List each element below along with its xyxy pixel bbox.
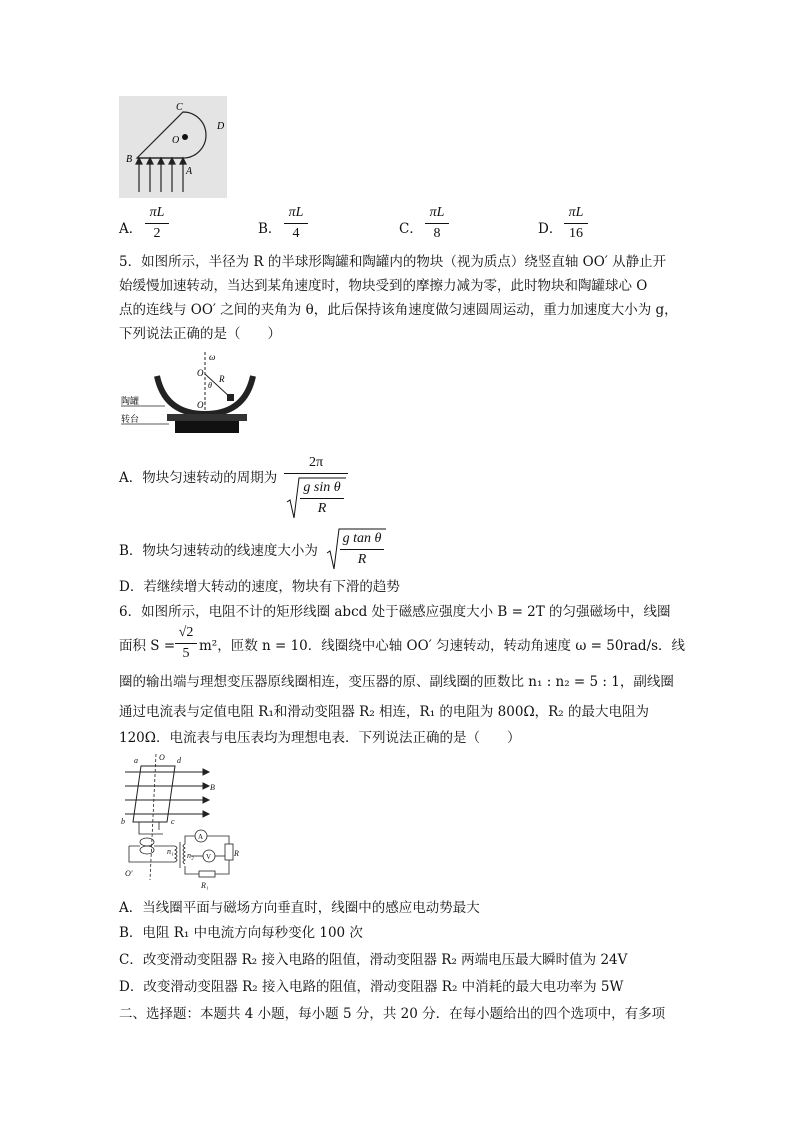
q6-line-4: 通过电流表与定值电阻 R₁和滑动变阻器 R₂ 相连，R₁ 的电阻为 800Ω，R₂ 的最大电阻为 (119, 704, 650, 720)
q5-label-oprime: O′ (197, 400, 206, 410)
q6-label-o: O (159, 753, 165, 762)
q4-label-d: D (217, 121, 225, 132)
q5-label-o: O (197, 368, 204, 378)
section-2-heading: 二、选择题：本题共 4 小题，每小题 5 分，共 20 分．在每小题给出的四个选项中，有多项 (119, 1006, 666, 1022)
q5-option-a-inner-den: R (317, 501, 327, 516)
q5-option-b-inner-den: R (357, 552, 367, 567)
q6-label-oprime: O′ (125, 869, 133, 878)
q6-line-2 (119, 624, 686, 668)
q4-option-d-fraction: πL 16 (564, 204, 588, 243)
q5-label-table: 转台 (121, 415, 140, 425)
q5-label-pot: 陶罐 (121, 397, 140, 407)
q4-diagram (119, 96, 227, 198)
q5-option-b-sqrt (326, 527, 386, 571)
q4-options (119, 204, 719, 248)
q6-label-c: c (171, 817, 175, 826)
q4-option-a-letter: A． (119, 221, 143, 237)
q5-line-1: 5．如图所示，半径为 R 的半球形陶罐和陶罐内的物块（视为质点）绕竖直轴 OO′ 从静止开 (119, 254, 667, 270)
q5-option-a-inner-num: g sin θ (303, 480, 341, 495)
q6-option-a: A．当线圈平面与磁场方向垂直时，线圈中的感应电动势最大 (119, 900, 480, 916)
q4-option-c-letter: C． (399, 221, 423, 237)
q6-label-b: b (121, 817, 125, 826)
q5-line-3: 点的连线与 OO′ 之间的夹角为 θ，此后保持该角速度做匀速圆周运动，重力加速度大小为 g， (119, 302, 678, 318)
q6-line-2-pre: 面积 S = (119, 638, 176, 654)
q5-option-b-text: B．物块匀速转动的线速度大小为 (119, 543, 318, 559)
q5-option-a-num: 2π (308, 455, 324, 470)
q4-label-a: A (186, 166, 193, 177)
q6-figure (119, 752, 244, 892)
q6-label-voltmeter: V (206, 853, 212, 861)
q5-option-b-inner-num: g tan θ (342, 531, 382, 546)
q4-option-b-letter: B． (258, 221, 282, 237)
q5-line-2: 始缓慢加速转动，当达到某角速度时，物块受到的摩擦力减为零，此时物块和陶罐球心 O (119, 278, 648, 294)
q4-option-d-letter: D． (538, 221, 563, 237)
q6-label-a: a (134, 756, 138, 765)
q5-option-a-sqrt (286, 476, 346, 520)
q4-label-o: O (172, 135, 180, 146)
q6-line-3: 圈的输出端与理想变压器原线圈相连，变压器的原、副线圈的匝数比 n₁ : n₂ = 5 : 1，副线圈 (119, 674, 674, 690)
q6-line-5: 120Ω．电流表与电压表均为理想电表．下列说法正确的是（ ） (119, 730, 521, 746)
q5-label-r: R (219, 374, 225, 384)
q5-option-a-formula (284, 454, 348, 524)
q6-label-d: d (177, 756, 181, 765)
q6-line-2-post: m²，匝数 n = 10．线圈绕中心轴 OO′ 匀速转动，转动角速度 ω = 50rad/s．线 (199, 638, 686, 654)
q6-option-d: D．改变滑动变阻器 R₂ 接入电路的阻值，滑动变阻器 R₂ 中消耗的最大电功率为 5W (119, 979, 624, 995)
q6-label-r: R (234, 849, 239, 858)
q6-line-1: 6．如图所示，电阻不计的矩形线圈 abcd 处于磁感应强度大小 B = 2T 的匀强磁场中，线圈 (119, 604, 671, 620)
q5-line-4: 下列说法正确的是（ ） (119, 326, 281, 342)
q4-figure (119, 96, 227, 198)
q6-option-b: B．电阻 R₁ 中电流方向每秒变化 100 次 (119, 925, 363, 941)
q5-diagram (119, 348, 269, 438)
q5-label-theta: θ (208, 381, 212, 390)
q4-option-c-fraction: πL 8 (425, 204, 449, 243)
q6-label-b-field: B (210, 783, 215, 792)
q5-figure (119, 348, 269, 438)
q4-option-a-fraction: πL 2 (145, 204, 169, 243)
q5-label-omega: ω (209, 352, 216, 362)
q4-label-b: B (126, 154, 133, 165)
q6-label-r1: R₁ (201, 881, 209, 890)
q6-label-n1: n₁ (167, 847, 174, 856)
q6-label-n2: n₂ (187, 851, 194, 860)
q6-diagram (119, 752, 244, 892)
q6-option-c: C．改变滑动变阻器 R₂ 接入电路的阻值，滑动变阻器 R₂ 两端电压最大瞬时值为 24V (119, 952, 628, 968)
q4-label-c: C (176, 102, 183, 113)
q5-option-a-text: A．物块匀速转动的周期为 (119, 470, 278, 486)
q6-label-ammeter: A (198, 833, 204, 841)
q5-option-d: D．若继续增大转动的速度，物块有下滑的趋势 (119, 579, 400, 595)
q6-area-fraction: √2 5 (175, 624, 197, 663)
q4-option-b-fraction: πL 4 (284, 204, 308, 243)
